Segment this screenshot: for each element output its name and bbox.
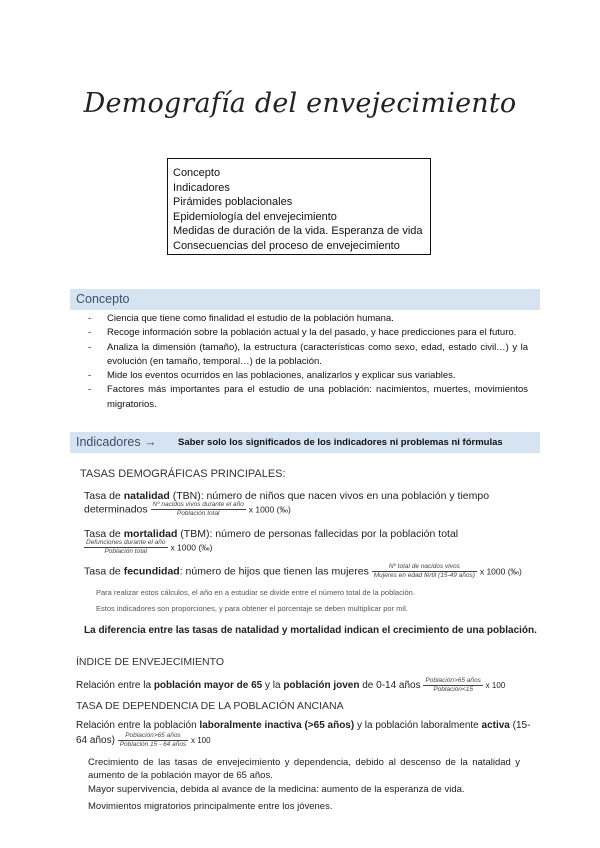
list-item: - Analiza la dimensión (tamaño), la estructura (características como sexo, edad, estado civil…) y la evolución (en tamaño, temporal…) de la población. bbox=[88, 341, 528, 370]
section-header-concepto bbox=[70, 289, 540, 310]
toc-item-epidemiologia: Epidemiología del envejecimiento bbox=[173, 210, 337, 223]
dependencia-post: (15- bbox=[509, 720, 531, 731]
indice-post: de 0-14 años bbox=[359, 680, 421, 692]
natalidad-line2-text: determinados bbox=[84, 503, 148, 516]
dependencia-mid: y la población laboralmente bbox=[354, 720, 482, 731]
natalidad-bold: natalidad bbox=[123, 490, 170, 502]
dependencia-line1 bbox=[76, 720, 530, 731]
natalidad-line2 bbox=[84, 501, 291, 518]
dependencia-bold-1: laboralmente inactiva (>65 años) bbox=[199, 720, 355, 731]
indice-numerator: Población>65 años bbox=[425, 677, 481, 684]
dependencia-heading: TASA DE DEPENDENCIA DE LA POBLACIÓN ANCIANA bbox=[76, 700, 344, 712]
dependencia-bold-2: activa bbox=[481, 720, 510, 731]
toc-item-indicadores: Indicadores bbox=[173, 181, 230, 194]
indice-tail: x 100 bbox=[485, 681, 506, 691]
section-title-concepto: Concepto bbox=[76, 292, 130, 306]
crecimiento-paragraph: Crecimiento de las tasas de envejecimiento y dependencia, debido al descenso de la natalidad y aumento de la población mayor de 65 años. bbox=[88, 757, 520, 781]
list-item: - Factores más importantes para el estudio de una población: nacimientos, muertes, movimientos migratorios. bbox=[88, 383, 528, 412]
natalidad-tail: x 1000 (‰) bbox=[248, 504, 291, 515]
diferencia-statement bbox=[84, 625, 537, 636]
mortalidad-line2 bbox=[84, 539, 212, 556]
list-item: - Recoge información sobre la población actual y la del pasado, y hace predicciones para el futuro. bbox=[88, 326, 528, 340]
fecundidad-bold: fecundidad bbox=[123, 565, 180, 578]
dependencia-numerator: Población>65 años bbox=[118, 732, 189, 741]
mortalidad-post: (TBM): número de personas fallecidas por la población total bbox=[177, 528, 459, 540]
table-of-contents bbox=[167, 158, 431, 255]
toc-item-consecuencias: Consecuencias del proceso de envejecimiento bbox=[173, 239, 400, 252]
supervivencia-paragraph: Mayor supervivencia, debida al avance de la medicina: aumento de la esperanza de vida. bbox=[88, 784, 465, 795]
tasas-heading: TASAS DEMOGRÁFICAS PRINCIPALES: bbox=[80, 468, 286, 480]
indicadores-note: Saber solo los significados de los indicadores ni problemas ni fórmulas bbox=[178, 437, 503, 448]
note-calculos: Para realizar estos cálculos, el año en a estudiar se divide entre el número total de la población. bbox=[96, 588, 415, 597]
mortalidad-tail: x 1000 (‰) bbox=[170, 542, 213, 553]
mortalidad-numerator: Defunciones durante el año bbox=[86, 539, 166, 546]
fecundidad-denominator: Mujeres en edad fértil (15-49 años) bbox=[373, 572, 475, 579]
document-title: Demografía del envejecimiento bbox=[83, 88, 517, 119]
natalidad-pre: Tasa de bbox=[84, 490, 124, 502]
mortalidad-pre: Tasa de bbox=[84, 528, 124, 540]
fecundidad-post: : número de hijos que tienen las mujeres bbox=[179, 565, 369, 578]
natalidad-formula bbox=[151, 501, 246, 518]
section-header-indicadores bbox=[70, 432, 540, 453]
concepto-list bbox=[88, 312, 528, 412]
mortalidad-denominator: Población total bbox=[104, 548, 148, 555]
list-item: - Mide los eventos ocurridos en las poblaciones, analizarlos y explicar sus variables. bbox=[88, 369, 528, 383]
diferencia-bold: crecimiento de una población. bbox=[393, 625, 537, 636]
indice-pre: Relación entre la bbox=[76, 680, 154, 692]
indice-mid: y la bbox=[262, 680, 284, 692]
mortalidad-bold: mortalidad bbox=[123, 528, 178, 540]
fecundidad-tail: x 1000 (‰) bbox=[479, 566, 522, 577]
dependencia-line2-text: 64 años) bbox=[76, 735, 115, 747]
natalidad-denominator: Población total bbox=[176, 510, 220, 517]
toc-item-piramides: Pirámides poblacionales bbox=[173, 196, 293, 209]
indice-bold-1: población mayor de 65 bbox=[153, 680, 263, 692]
fecundidad-numerator: Nº total de nacidos vivos bbox=[372, 563, 477, 572]
diferencia-pre: La diferencia entre las tasas de natalidad y mortalidad indican el bbox=[84, 625, 393, 636]
dependencia-formula bbox=[118, 732, 189, 749]
dependencia-line2 bbox=[76, 732, 211, 749]
indice-line bbox=[76, 677, 505, 694]
toc-item-concepto: Concepto bbox=[173, 167, 221, 179]
list-item: - Ciencia que tiene como finalidad el estudio de la población humana. bbox=[88, 312, 528, 326]
indice-bold-2: población joven bbox=[283, 680, 360, 692]
natalidad-post: (TBN): número de niños que nacen vivos en una población y tiempo bbox=[169, 490, 490, 502]
indice-denominator: Población<15 bbox=[433, 686, 473, 693]
fecundidad-pre: Tasa de bbox=[84, 565, 124, 578]
dependencia-tail: x 100 bbox=[190, 736, 211, 746]
migratorios-paragraph: Movimientos migratorios principalmente entre los jóvenes. bbox=[88, 801, 333, 812]
indice-formula bbox=[423, 677, 482, 694]
fecundidad-formula bbox=[372, 563, 477, 580]
dependencia-pre: Relación entre la población bbox=[76, 720, 200, 731]
section-title-indicadores: Indicadores → bbox=[76, 435, 157, 449]
mortalidad-formula bbox=[84, 539, 168, 556]
natalidad-numerator: Nº nacidos vivos durante el año bbox=[152, 501, 244, 508]
note-proporciones: Estos indicadores son proporciones, y para obtener el porcentaje se deben multiplicar por mil. bbox=[96, 604, 408, 613]
fecundidad-line bbox=[84, 563, 522, 580]
indice-heading: ÍNDICE DE ENVEJECIMIENTO bbox=[76, 656, 224, 668]
dependencia-denominator: Población 15 - 64 años bbox=[119, 741, 187, 748]
toc-item-esperanza: Medidas de duración de la vida. Esperanza de vida bbox=[173, 225, 423, 238]
